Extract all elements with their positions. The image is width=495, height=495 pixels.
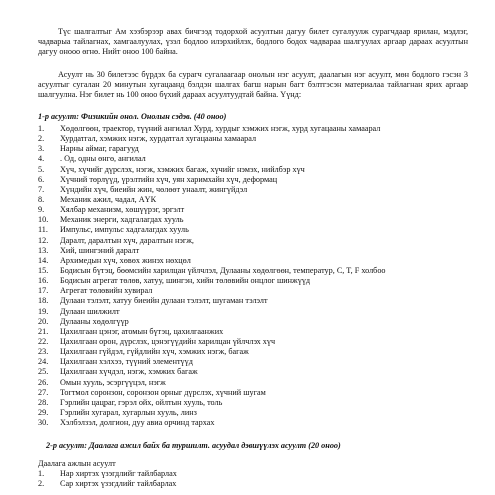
list-item	[38, 408, 478, 418]
list-item-number: 29.	[38, 407, 49, 417]
list-item-number: 14.	[38, 255, 49, 265]
list-item	[38, 144, 478, 154]
list-item-text: Цахилгаан цэнэг, атомын бүтэц, цахилгаанжих	[60, 326, 224, 336]
list-item	[38, 236, 478, 246]
list-item-number: 20.	[38, 316, 49, 326]
list-item	[38, 215, 478, 225]
list-item	[38, 327, 478, 337]
list-item	[38, 154, 478, 164]
list-item-text: Даралт, даралтын хүч, даралтын нэгж,	[60, 235, 194, 245]
list-item-number: 30.	[38, 418, 49, 428]
list-item-text: Нар хиртэх үзэгдлийг тайлбарлах	[60, 469, 177, 478]
list-item-number: 10.	[38, 215, 49, 225]
list-item	[38, 337, 478, 347]
list-item-number: 26.	[38, 377, 49, 387]
list-item	[38, 165, 478, 175]
list-item	[38, 347, 478, 357]
intro-paragraph-2: Асуулт нь 30 билетээс бүрдэх ба сурагч сугалаагаар онолын нэг асуулт, даалагын нэг асуулт, мөн бодлого гэсэн 3 асуултыг сугалан 20 минутын хугацаанд бэлдэн шалгах багш нарын багт бэлтгэсэн материалаа тайлагнан ярих аргаар шалгуулна. Нэг билет нь 100 оноо бүхий дараах асуултуудтай байна. Үүнд:	[38, 70, 468, 99]
list-item	[38, 357, 478, 367]
list-item-text: Хүндийн хүч, биеийн жин, чөлөөт унаалт, жингүйдэл	[60, 184, 248, 194]
list-item-text: Механик энерги, хадгалагдах хууль	[60, 215, 184, 225]
list-item	[38, 276, 478, 286]
list-item	[38, 418, 478, 428]
list-item	[38, 225, 478, 235]
list-item-text: Дулааны хөдөлгүүр	[60, 316, 129, 326]
list-item-number: 11.	[38, 225, 48, 235]
list-item	[38, 296, 478, 306]
list-item-text: Бодисын бүтэц, бөөмсийн харилцан үйлчлэл, Дулааны хөдөлгөөн, температур, C, T, F холбоо	[60, 265, 386, 275]
list-item	[38, 398, 478, 408]
list-item	[38, 134, 478, 144]
intro-paragraph-1: Түс шалгалтыг Ам хэзбэрээр авах бичгээд тодорхой асуултын дагуу билет сугалуулж сурагчдаар ярилан, мэдлэг, чадварыа тайлагнах, хамгаалуулах, үзэл бодлоо илэрхийлэх, бодлого бодох чадвараа шалгуулах аргаар дараах асуултын дагуу онооо өгнө. Нийт оноо 100 байна.	[38, 27, 468, 56]
list-item-number: 25.	[38, 367, 49, 377]
list-item-number: 15.	[38, 265, 49, 275]
list-item-text: Хэлбэлзэл, долгион, дуу авиа орчинд тархах	[60, 418, 215, 428]
list-item-number: 9.	[38, 205, 45, 215]
list-item-text: Хурдатгал, хэмжих нэгж, хурдатгал хугацааны хамаарал	[60, 134, 257, 144]
list-item-number: 2.	[38, 134, 45, 144]
list-item-text: Тогтмол соронзон, соронзон орныг дүрслэх, хүчний шугам	[60, 387, 266, 397]
list-item-number: 13.	[38, 245, 49, 255]
list-item-number: 12.	[38, 235, 49, 245]
list-item-text: Хий, шингэний даралт	[60, 245, 140, 255]
list-item-text: Архимедын хүч, хөвөх жинэх нөхцөл	[60, 255, 191, 265]
list-item	[38, 205, 478, 215]
list-item-text: Омын хууль, эсэргүүцэл, нэгж	[60, 377, 166, 387]
list-item-text: Дулаан тэлэлт, хатуу биеийн дулаан тэлэлт, шугаман тэлэлт	[60, 296, 268, 306]
list-item	[38, 124, 478, 134]
list-item-number: 18.	[38, 296, 49, 306]
list-item-text: Агрегат төлөвийн хувирал	[60, 286, 153, 296]
list-item-number: 5.	[38, 164, 45, 174]
list-item	[38, 388, 478, 398]
list-item-text: Цахилгаан орон, дүрслэх, цэнэгүүдийн харилцан үйлчлэх хүч	[60, 336, 276, 346]
list-item-text: Гэрлийн хугарал, хугарлын хууль, линз	[60, 407, 197, 417]
list-item-text: Дулаан шилжилт	[60, 306, 120, 316]
list-item-number: 6.	[38, 174, 45, 184]
list-item-text: Хөдөлгөөн, траектор, түүний ангилал Хурд, хурдыг хэмжих нэгж, хурд хугацааны хамаарал	[60, 124, 381, 133]
list-item	[38, 286, 478, 296]
list-item	[38, 307, 478, 317]
section-2-heading: 2-р асуулт: Даалага ажил байх ба туршилт. асуудал дэвшүүлэх асуулт (20 оноо)	[46, 441, 341, 450]
list-item-text: Цахилгаан гүйдэл, гүйдлийн хүч, хэмжих нэгж, багаж	[60, 347, 249, 357]
list-item	[38, 469, 177, 479]
list-item-number: 4.	[38, 154, 45, 164]
list-item	[38, 479, 177, 489]
list-item-number: 1.	[38, 124, 45, 133]
list-item-text: Цахилгаан хүчдэл, нэгж, хэмжих багаж	[60, 367, 198, 377]
list-item-number: 17.	[38, 286, 49, 296]
list-item-text: Цахилгаан хэлхээ, түүний элементүүд	[60, 357, 193, 367]
list-item-text: Нарны аймаг, гарагууд	[60, 144, 139, 154]
list-item-text: Гэрлийн цацраг, гэрэл ойх, ойлтын хууль, толь	[60, 397, 223, 407]
list-item-number: 8.	[38, 194, 45, 204]
task-questions-label: Даалага ажлын асуулт	[38, 459, 116, 468]
list-item-number: 21.	[38, 326, 49, 336]
list-item	[38, 175, 478, 185]
list-item	[38, 185, 478, 195]
list-item-number: 24.	[38, 357, 49, 367]
list-item-text: Хүчний төрлүүд, үрэлтийн хүч, уян харимхайн хүч, деформац	[60, 174, 278, 184]
list-item-text: Хүч, хүчийг дүрслэх, нэгж, хэмжих багаж, хүчийг нэмэх, нийлбэр хүч	[60, 164, 305, 174]
list-item-number: 16.	[38, 276, 49, 286]
list-item-number: 27.	[38, 387, 49, 397]
list-item	[38, 317, 478, 327]
list-item-number: 19.	[38, 306, 49, 316]
list-item	[38, 195, 478, 205]
list-item-text: . Од, одны өнгө, ангилал	[60, 154, 146, 164]
section-1-heading: 1-р асуулт: Физикийн онол. Онолын сэдэв. (40 оноо)	[38, 112, 227, 121]
task-question-list	[38, 469, 177, 489]
list-item-number: 22.	[38, 336, 49, 346]
list-item-text: Сар хиртэх үзэгдлийг тайлбарлах	[60, 479, 177, 488]
list-item	[38, 246, 478, 256]
list-item-number: 2.	[38, 479, 45, 488]
list-item	[38, 266, 478, 276]
list-item-number: 3.	[38, 144, 45, 154]
list-item	[38, 378, 478, 388]
list-item-text: Импульс, импульс хадгалагдах хууль	[60, 225, 189, 235]
list-item	[38, 367, 478, 377]
list-item-number: 7.	[38, 184, 45, 194]
list-item-number: 1.	[38, 469, 45, 478]
list-item-number: 28.	[38, 397, 49, 407]
list-item	[38, 256, 478, 266]
list-item-text: Бодисын агрегат төлөв, хатуу, шингэн, хийн төлөвийн онцлог шинжүүд	[60, 276, 311, 286]
theory-topic-list	[38, 124, 478, 428]
list-item-text: Хялбар механизм, хөшүүрэг, эргэлт	[60, 205, 185, 215]
list-item-text: Механик ажил, чадал, АҮК	[60, 194, 157, 204]
list-item-number: 23.	[38, 347, 49, 357]
